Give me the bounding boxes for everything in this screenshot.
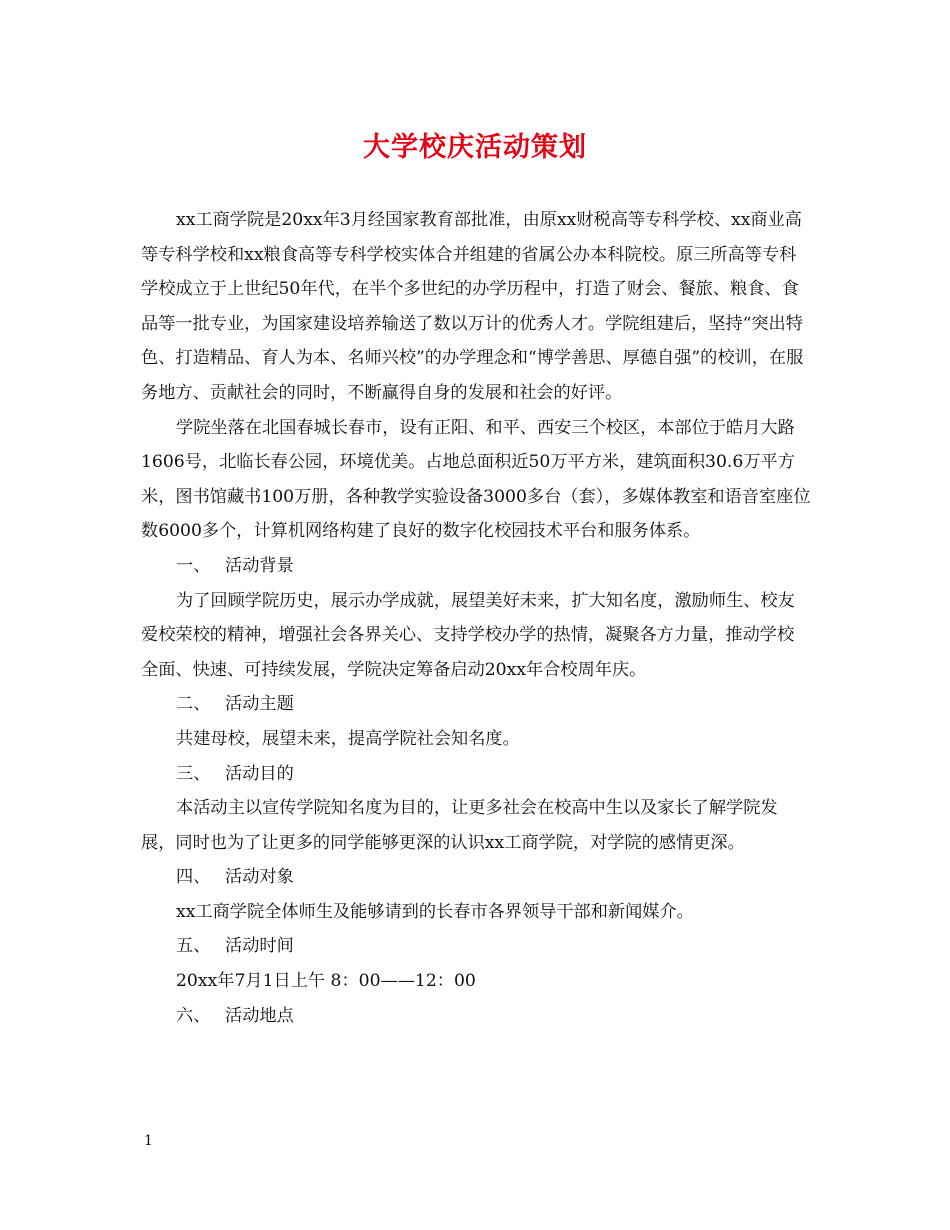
section-title: 活动地点 — [225, 1005, 294, 1026]
section-title: 活动时间 — [225, 936, 294, 957]
section-content: 为了回顾学院历史，展示办学成就，展望美好未来，扩大知名度，激励师生、校友爱校荣校的精神，增强社会各界关心、支持学校办学的热情，凝聚各方力量，推动学校全面、快速、可持续发展，学院决定筹备启动20xx年合校周年庆。 — [141, 590, 795, 680]
page-number: 1 — [144, 1133, 153, 1149]
section-number: 三、 — [176, 763, 211, 784]
section-number: 六、 — [176, 1005, 211, 1026]
intro-paragraph: xx工商学院是20xx年3月经国家教育部批准，由原xx财税高等专科学校、xx商业高等专科学校和xx粮食高等专科学校实体合并组建的省属公办本科院校。原三所高等专科学校成立于上世纪50年代，在半个多世纪的办学历程中，打造了财会、餐旅、粮食、食品等一批专业，为国家建设培养输送了数以万计的优秀人才。学院组建后，坚持“突出特色、打造精品、育人为本、名师兴校”的办学理念和“博学善思、厚德自强”的校训，在服务地方、贡献社会的同时，不断赢得自身的发展和社会的好评。 — [141, 210, 804, 403]
section-heading — [141, 929, 811, 964]
section-content: xx工商学院全体师生及能够请到的长春市各界领导干部和新闻媒介。 — [176, 901, 694, 922]
document-body — [141, 203, 811, 1033]
section-title: 活动对象 — [225, 867, 294, 888]
section-title: 活动目的 — [225, 763, 294, 784]
section-heading — [141, 757, 811, 792]
section-heading — [141, 860, 811, 895]
section-content: 20xx年7月1日上午 8：00——12：00 — [176, 971, 476, 992]
document-title: 大学校庆活动策划 — [363, 132, 587, 163]
section-number: 四、 — [176, 867, 211, 888]
section-number: 五、 — [176, 936, 211, 957]
section-title: 活动主题 — [225, 694, 294, 715]
section-content: 共建母校，展望未来，提高学院社会知名度。 — [176, 728, 520, 749]
intro-paragraph: 学院坐落在北国春城长春市，设有正阳、和平、西安三个校区，本部位于皓月大路1606号，北临长春公园，环境优美。占地总面积近50万平方米，建筑面积30.6万平方米，图书馆藏书100万册，各种教学实验设备3000多台（套），多媒体教室和语音室座位数6000多个，计算机网络构建了良好的数字化校园技术平台和服务体系。 — [141, 417, 811, 542]
section-heading — [141, 549, 811, 584]
section-number: 二、 — [176, 694, 211, 715]
section-number: 一、 — [176, 555, 211, 576]
section-content: 本活动主以宣传学院知名度为目的，让更多社会在校高中生以及家长了解学院发展，同时也为了让更多的同学能够更深的认识xx工商学院，对学院的感情更深。 — [141, 798, 778, 853]
section-heading — [141, 687, 811, 722]
section-heading — [141, 999, 811, 1034]
section-title: 活动背景 — [225, 555, 294, 576]
